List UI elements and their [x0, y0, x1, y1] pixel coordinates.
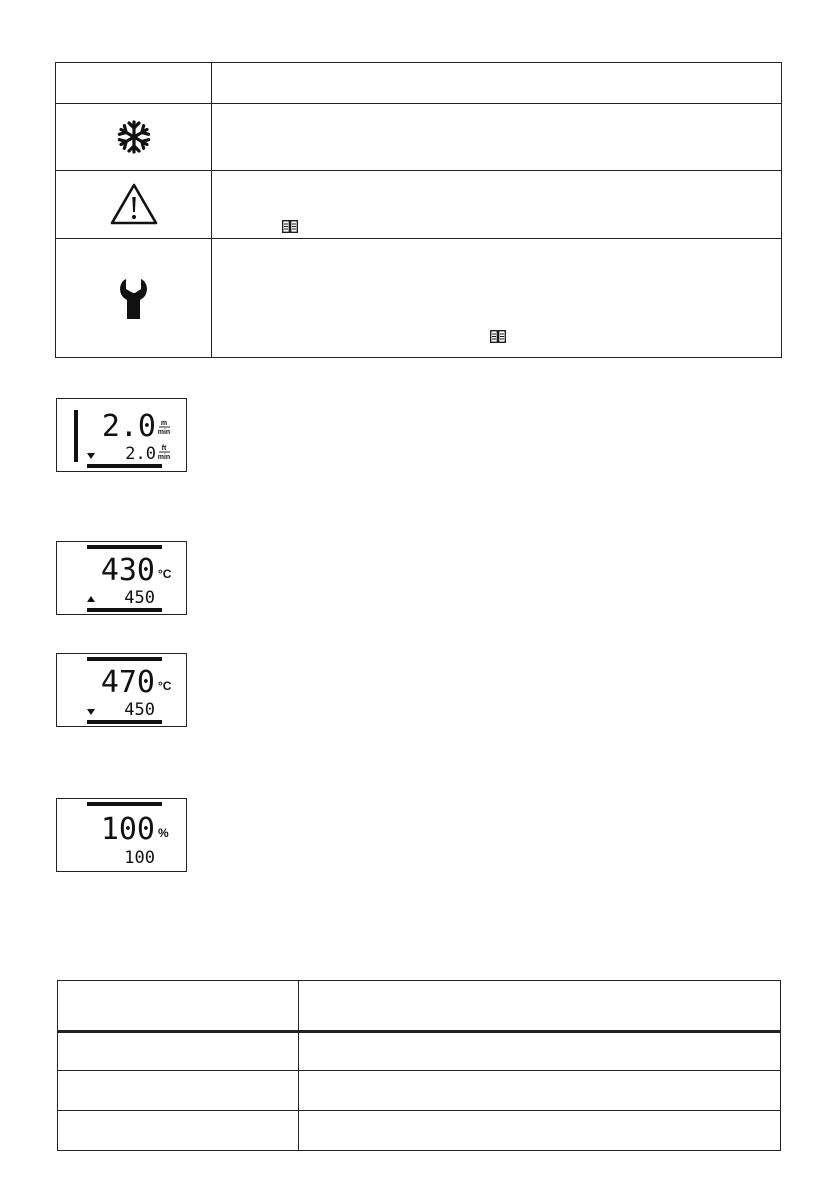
manual-book-icon	[490, 330, 506, 343]
lcd-vertical-bar	[74, 410, 78, 462]
down-arrow-icon	[87, 709, 95, 715]
settings-table	[57, 980, 781, 1151]
lcd-main-unit: %	[158, 826, 169, 840]
lcd-sub-value: 450	[124, 700, 155, 720]
table-row	[56, 170, 211, 238]
lcd-main-value: 100	[100, 812, 155, 847]
lcd-display-wire-speed	[56, 398, 187, 472]
lcd-bottom-bar	[87, 464, 162, 468]
up-arrow-icon	[87, 596, 95, 602]
lcd-main-value: 2.0	[101, 409, 156, 444]
wrench-icon	[117, 277, 151, 321]
lcd-main-unit-bottom: min	[157, 429, 171, 436]
table-row	[56, 103, 211, 170]
lcd-sub-value: 100	[124, 848, 155, 868]
lcd-display-percentage	[56, 798, 187, 872]
lcd-sub-value: 450	[124, 588, 155, 608]
lcd-bottom-bar	[87, 720, 162, 724]
lcd-main-value: 430	[100, 553, 155, 588]
table-column-divider	[298, 981, 299, 1150]
table-row-divider	[58, 1070, 780, 1071]
warning-triangle-icon	[109, 182, 159, 226]
table-header-divider	[58, 1030, 780, 1033]
lcd-top-bar	[87, 802, 162, 806]
table-column-divider	[211, 63, 212, 357]
status-symbol-table	[55, 62, 782, 358]
down-arrow-icon	[87, 453, 95, 459]
lcd-sub-unit-bottom: min	[157, 454, 171, 461]
lcd-main-unit-top: m	[160, 420, 168, 427]
manual-book-icon	[282, 220, 298, 233]
lcd-bottom-bar	[87, 608, 162, 612]
lcd-main-value: 470	[100, 665, 155, 700]
lcd-main-unit: °C	[158, 679, 172, 693]
snowflake-icon	[116, 119, 152, 155]
lcd-top-bar	[87, 545, 162, 549]
table-row-divider	[58, 1110, 780, 1111]
lcd-display-temperature-up	[56, 541, 187, 615]
lcd-sub-value: 2.0	[125, 444, 156, 464]
lcd-top-bar	[87, 657, 162, 661]
lcd-sub-unit-top: ft	[161, 445, 167, 452]
lcd-main-unit: °C	[158, 567, 172, 581]
lcd-display-temperature-down	[56, 653, 187, 727]
table-row	[56, 238, 211, 359]
